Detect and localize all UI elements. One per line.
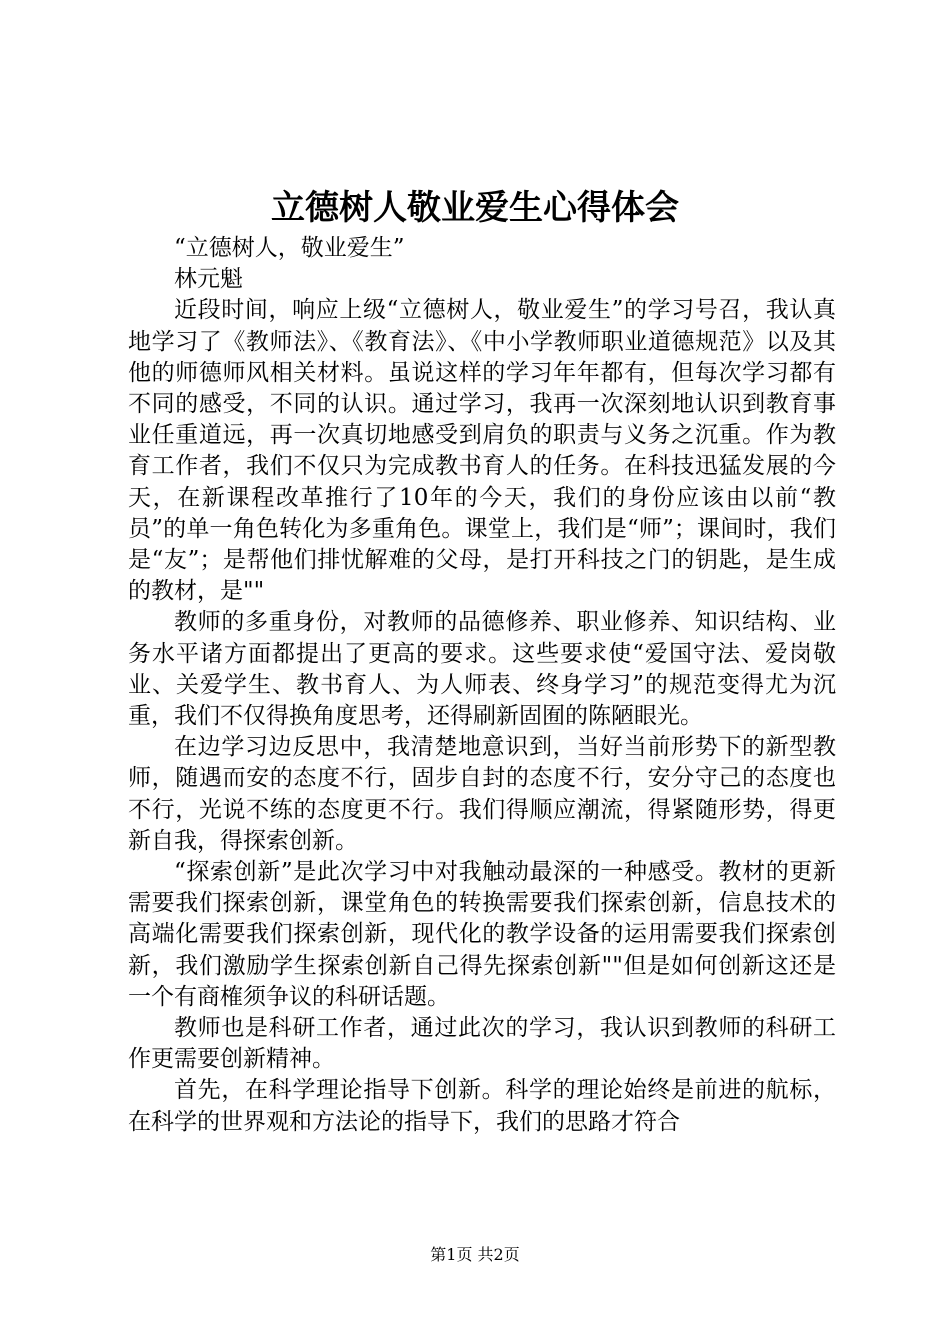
author-line: 林元魁 xyxy=(174,266,243,293)
paragraph: 在边学习边反思中，我清楚地意识到，当好当前形势下的新型教师，随遇而安的态度不行，固步自封的态度不行，安分守己的态度也不行，光说不练的态度更不行。我们得顺应潮流，得紧随形势，得更新自我，得探索创新。 xyxy=(128,734,836,854)
page-number-footer: 第1页 共2页 xyxy=(430,1245,520,1264)
paragraph: 教师的多重身份，对教师的品德修养、职业修养、知识结构、业务水平诸方面都提出了更高的要求。这些要求使“爱国守法、爱岗敬业、关爱学生、教书育人、为人师表、终身学习”的规范变得尤为沉重，我们不仅得换角度思考，还得刷新固囿的陈陋眼光。 xyxy=(128,609,836,730)
paragraph: 首先，在科学理论指导下创新。科学的理论始终是前进的航标，在科学的世界观和方法论的指导下，我们的思路才符合 xyxy=(128,1077,836,1135)
document-title: 立德树人敬业爱生心得体会 xyxy=(271,188,679,228)
paragraph: “探索创新”是此次学习中对我触动最深的一种感受。教材的更新需要我们探索创新，课堂角色的转换需要我们探索创新，信息技术的高端化需要我们探索创新，现代化的教学设备的运用需要我们探索创新，我们激励学生探索创新自己得先探索创新""但是如何创新这还是一个有商榷须争议的科研话题。 xyxy=(128,859,836,1010)
subtitle-line: “立德树人，敬业爱生” xyxy=(174,235,405,261)
paragraph: 教师也是科研工作者，通过此次的学习，我认识到教师的科研工作更需要创新精神。 xyxy=(128,1015,836,1073)
document-body xyxy=(128,233,836,1138)
paragraph: 近段时间，响应上级“立德树人，敬业爱生”的学习号召，我认真地学习了《教师法》、《教育法》、《中小学教师职业道德规范》以及其他的师德师风相关材料。虽说这样的学习年年都有，但每次学习都有不同的感受，不同的认识。通过学习，我再一次深刻地认识到教育事业任重道远，再一次真切地感受到肩负的职责与义务之沉重。作为教育工作者，我们不仅只为完成教书育人的任务。在科技迅猛发展的今天，在新课程改革推行了10年的今天，我们的身份应该由以前“教员”的单一角色转化为多重角色。课堂上，我们是“师”；课间时，我们是“友”；是帮他们排忧解难的父母，是打开科技之门的钥匙，是生成的教材，是"" xyxy=(128,297,836,605)
